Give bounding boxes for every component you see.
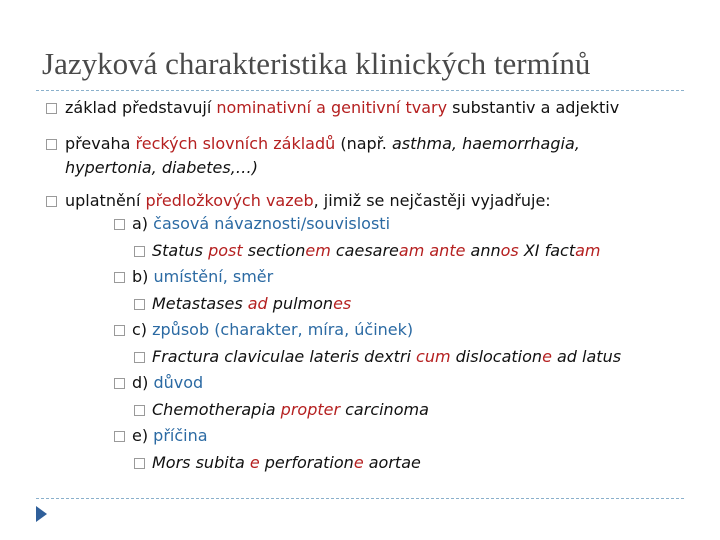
square-bullet-icon (46, 196, 57, 207)
highlighted-ending: post (208, 240, 243, 260)
sub-item-label: důvod (153, 373, 204, 392)
highlighted-ending: ad (247, 293, 268, 313)
footer-divider (36, 498, 684, 499)
sub-item-label: příčina (153, 426, 208, 445)
square-bullet-icon (46, 139, 57, 150)
example-text: Chemotherapia (152, 399, 281, 419)
example-text: Fractura claviculae lateris dextri (152, 346, 417, 366)
example-text: aortae (363, 452, 421, 472)
slide-title: Jazyková charakteristika klinických termínů (42, 46, 591, 81)
sub-item-label: umístění, směr (153, 267, 274, 286)
square-bullet-icon (114, 431, 125, 442)
square-bullet-icon (134, 458, 145, 469)
square-bullet-icon (134, 405, 145, 416)
title-divider (36, 90, 684, 91)
sub-item-label: způsob (charakter, míra, účinek) (152, 320, 414, 339)
sub-item-letter: a) (132, 214, 154, 233)
highlighted-ending: es (333, 293, 352, 313)
square-bullet-icon (114, 325, 125, 336)
example-phrase (152, 294, 351, 314)
example-text: Mors subita (152, 452, 250, 472)
bullet-3: uplatnění předložkových vazeb, jimiž se nejčastěji vyjadřuje: (65, 191, 551, 210)
highlighted-ending: e (249, 452, 260, 472)
sub-item (132, 373, 203, 393)
highlighted-ending: os (500, 240, 519, 260)
example-text: perforation (259, 452, 354, 472)
highlighted-ending: e (542, 346, 552, 366)
bullet-2: převaha řeckých slovních základů (např. asthma, haemorrhagia, (65, 134, 580, 153)
example-phrase (152, 453, 421, 473)
highlighted-ending: propter (280, 399, 341, 419)
example-text: XI fact (518, 240, 576, 260)
highlighted-ending: ante (429, 240, 466, 260)
square-bullet-icon (134, 299, 145, 310)
sub-item-letter: e) (132, 426, 154, 445)
square-bullet-icon (134, 352, 145, 363)
example-text: ad latus (551, 346, 622, 366)
bullet-2-continuation: hypertonia, diabetes,…) (65, 158, 258, 177)
square-bullet-icon (134, 246, 145, 257)
square-bullet-icon (114, 378, 125, 389)
sub-item (132, 214, 390, 234)
triangle-marker-icon (36, 506, 47, 522)
sub-item (132, 267, 273, 287)
sub-item-letter: c) (132, 320, 153, 339)
square-bullet-icon (114, 272, 125, 283)
example-text: Status (152, 240, 209, 260)
sub-item-label: časová návaznosti/souvislosti (153, 214, 391, 233)
highlighted-ending: am (575, 240, 601, 260)
sub-item (132, 320, 413, 340)
example-text: dislocation (450, 346, 543, 366)
example-text: carcinoma (340, 399, 429, 419)
example-text: section (242, 240, 306, 260)
example-text: Metastases (152, 293, 248, 313)
highlighted-ending: cum (416, 346, 451, 366)
example-text: pulmon (267, 293, 334, 313)
example-text: ann (465, 240, 501, 260)
highlighted-ending: e (353, 452, 364, 472)
example-phrase (152, 347, 621, 367)
example-phrase (152, 241, 600, 261)
square-bullet-icon (46, 103, 57, 114)
bullet-1: základ představují nominativní a genitivní tvary substantiv a adjektiv (65, 98, 620, 117)
sub-item (132, 426, 208, 446)
example-text: caesare (330, 240, 399, 260)
square-bullet-icon (114, 219, 125, 230)
sub-item-letter: b) (132, 267, 154, 286)
highlighted-ending: em (305, 240, 331, 260)
example-phrase (152, 400, 429, 420)
sub-item-letter: d) (132, 373, 154, 392)
highlighted-ending: am (398, 240, 425, 260)
